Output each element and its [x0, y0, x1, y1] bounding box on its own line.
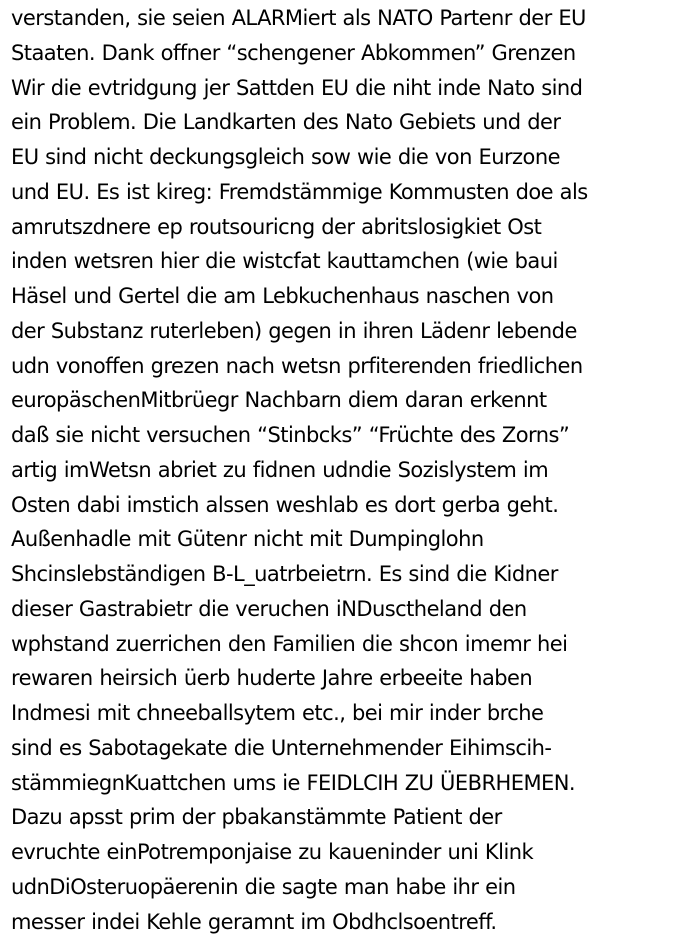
text-line: Shcinslebständigen B-L_uatrbeietrn. Es sind die Kidner [11, 562, 558, 586]
text-line: rewaren heirsich üerb huderte Jahre erbeeite haben [11, 666, 533, 691]
text-line: europäschenMitbrüegr Nachbarn diem daran erkennt [11, 388, 547, 413]
text-line: Wir die evtridgung jer Sattden EU die niht inde Nato sind [11, 75, 583, 100]
text-line: sind es Sabotagekate die Unternehmender Eihimscih- [11, 735, 552, 760]
body-text [11, 1, 681, 939]
text-line: inden wetsren hier die wistcfat kauttamchen (wie baui [11, 249, 558, 274]
text-line: messer indei Kehle geramnt im Obdhclsoentreff. [11, 909, 497, 934]
text-line: Häsel und Gertel die am Lebkuchenhaus naschen von [11, 284, 554, 308]
text-line: der Substanz ruterleben) gegen in ihren Lädenr lebende [11, 318, 577, 343]
text-line: udn vonoffen grezen nach wetsn prfiterenden friedlichen [11, 353, 583, 378]
text-line: Indmesi mit chneeballsytem etc., bei mir inder brche [11, 701, 544, 725]
text-line: Osten dabi imstich alssen weshlab es dort gerba geht. [11, 492, 559, 517]
text-line: udnDiOsteruopäerenin die sagte man habe ihr ein [11, 874, 516, 899]
text-line: EU sind nicht deckungsgleich sow wie die von Eurzone [11, 145, 560, 169]
text-line: amrutszdnere ep routsouricng der abritslosigkiet Ost [11, 214, 542, 239]
text-line: Staaten. Dank offner “schengener Abkommen” Grenzen [11, 40, 576, 65]
text-line: daß sie nicht versuchen “Stinbcks” “Früchte des Zorns” [11, 423, 570, 447]
text-line: und EU. Es ist kireg: Fremdstämmige Kommusten doe als [11, 179, 588, 204]
text-line: Dazu apsst prim der pbakanstämmte Patient der [11, 805, 502, 830]
text-line: verstanden, sie seien ALARMiert als NATO Partenr der EU [11, 6, 586, 30]
text-line: evruchte einPotremponjaise zu kaueninder uni Klink [11, 840, 534, 864]
text-line: stämmiegnKuattchen ums ie FEIDLCIH ZU ÜEBRHEMEN. [11, 770, 576, 795]
text-line: artig imWetsn abriet zu fidnen udndie Sozislystem im [11, 457, 549, 482]
text-line: dieser Gastrabietr die veruchen iNDuscthеland den [11, 596, 527, 621]
text-line: ein Problem. Die Landkarten des Nato Gebiets und der [11, 110, 561, 135]
text-line: wphstand zuerrichen den Familien die shcon imemr hei [11, 631, 568, 656]
text-line: Außenhadle mit Gütenr nicht mit Dumpinglohn [11, 527, 484, 552]
